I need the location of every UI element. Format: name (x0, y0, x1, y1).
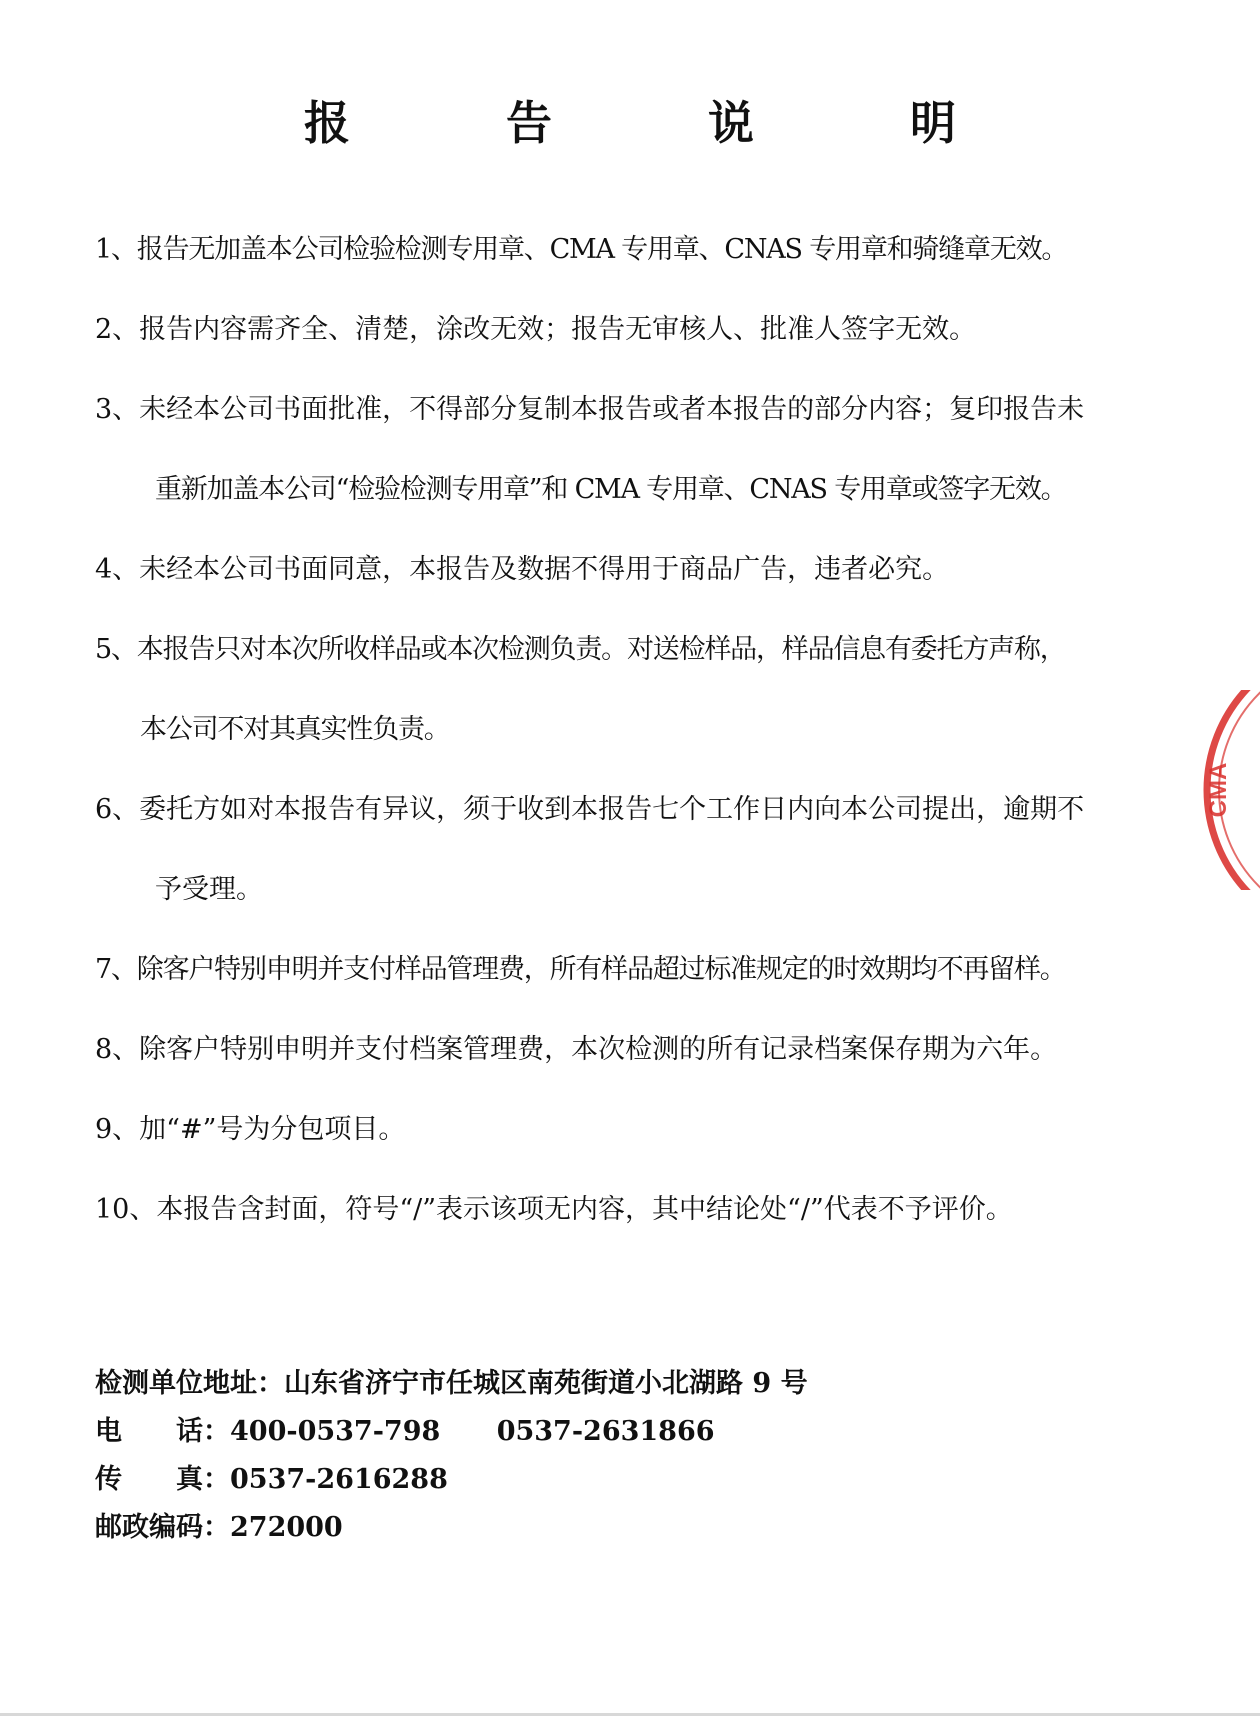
clause-list (95, 210, 1185, 1250)
clause-continuation: 重新加盖本公司“检验检测专用章”和 CMA 专用章、CNAS 专用章或签字无效。 (155, 474, 1067, 505)
clause-item (95, 610, 1185, 770)
clause-text: 6、委托方如对本报告有异议，须于收到本报告七个工作日内向本公司提出，逾期不 (95, 794, 1085, 825)
clause-continuation: 予受理。 (155, 874, 263, 905)
clause-continuation: 本公司不对其真实性负责。 (140, 714, 450, 745)
postcode-label: 邮政编码： (95, 1512, 230, 1543)
phone-label: 电 话： (95, 1416, 230, 1447)
phone-value-1: 400-0537-798 (230, 1416, 441, 1447)
clause-item (95, 1170, 1185, 1250)
clause-text: 7、除客户特别申明并支付样品管理费，所有样品超过标准规定的时效期均不再留样。 (95, 954, 1066, 985)
clause-item (95, 210, 1185, 290)
clause-item (95, 1090, 1185, 1170)
clause-item (95, 1010, 1185, 1090)
clause-text: 2、报告内容需齐全、清楚，涂改无效；报告无审核人、批准人签字无效。 (95, 314, 977, 345)
clause-item (95, 770, 1185, 930)
clause-text: 1、报告无加盖本公司检验检测专用章、CMA 专用章、CNAS 专用章和骑缝章无效。 (95, 234, 1068, 265)
official-seal-fragment (1200, 690, 1260, 890)
seal-icon (1200, 690, 1260, 890)
clause-item (95, 290, 1185, 370)
clause-item (95, 530, 1185, 610)
postcode-value: 272000 (230, 1512, 343, 1543)
clause-text: 5、本报告只对本次所收样品或本次检测负责。对送检样品，样品信息有委托方声称， (95, 634, 1066, 665)
phone-row (95, 1408, 1095, 1456)
clause-item (95, 370, 1185, 530)
clause-text: 9、加“#”号为分包项目。 (95, 1114, 406, 1145)
clause-item (95, 930, 1185, 1010)
postcode-row (95, 1504, 1095, 1552)
address-label: 检测单位地址： (95, 1368, 284, 1399)
fax-value: 0537-2616288 (230, 1464, 448, 1495)
clause-text: 10、本报告含封面，符号“/”表示该项无内容，其中结论处“/”代表不予评价。 (95, 1194, 1013, 1225)
fax-row (95, 1456, 1095, 1504)
address-value: 山东省济宁市任城区南苑街道小北湖路 9 号 (284, 1368, 808, 1399)
svg-text:CMA: CMA (1205, 762, 1232, 818)
contact-block (95, 1360, 1095, 1552)
clause-text: 3、未经本公司书面批准，不得部分复制本报告或者本报告的部分内容；复印报告未 (95, 394, 1085, 425)
fax-label: 传 真： (95, 1464, 230, 1495)
page-title: 报 告 说 明 (303, 96, 1027, 150)
clause-text: 4、未经本公司书面同意，本报告及数据不得用于商品广告，违者必究。 (95, 554, 950, 585)
phone-value-2: 0537-2631866 (496, 1416, 715, 1447)
clause-text: 8、除客户特别申明并支付档案管理费，本次检测的所有记录档案保存期为六年。 (95, 1034, 1058, 1065)
address-row (95, 1360, 1095, 1408)
